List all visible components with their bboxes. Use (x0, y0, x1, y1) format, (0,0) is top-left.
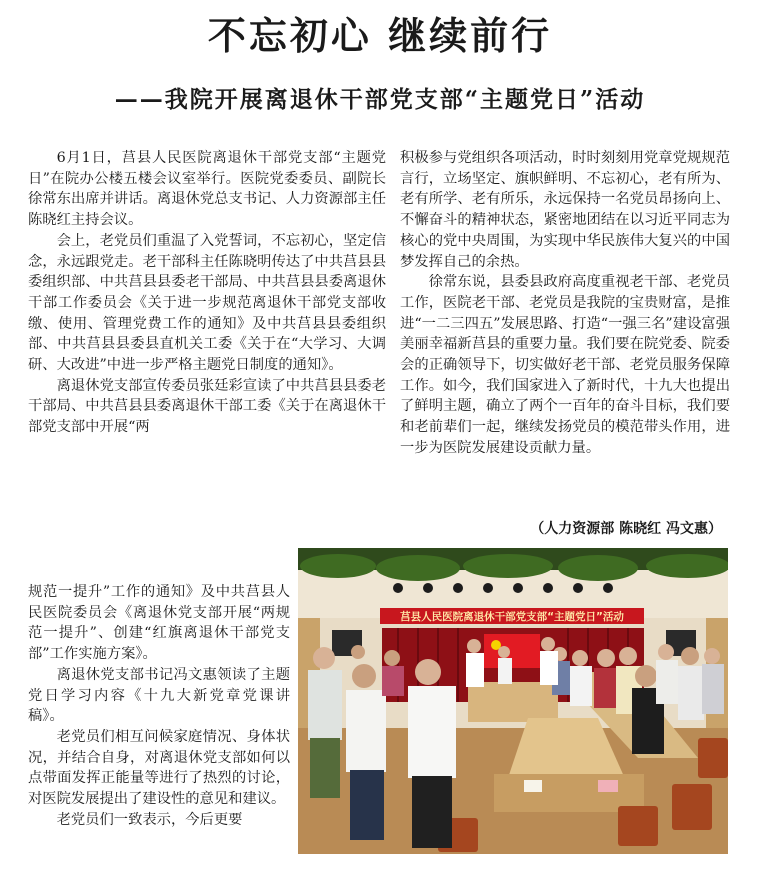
subheadline: ——我院开展离退休干部党支部“主题党日”活动 (114, 86, 646, 113)
byline: （人力资源部 陈晓红 冯文惠） (530, 521, 722, 537)
meeting-photo (298, 548, 728, 854)
paragraph: 离退休党支部宣传委员张廷彩宣读了中共莒县县委老干部局、中共莒县县委离退休干部工委《关于在离退休干部党支部中开展“两 (28, 377, 386, 436)
paragraph: 老党员们相互问候家庭情况、身体状况，并结合自身，对离退休党支部如何以点带面发挥正能量等进行了热烈的讨论，对医院发展提出了建设性的意见和建议。 (28, 728, 290, 808)
headline: 不忘初心 继续前行 (207, 14, 553, 58)
paragraph: 积极参与党组织各项活动，时时刻刻用党章党规规范言行，立场坚定、旗帜鲜明、不忘初心，老有所为、老有所学、老有所乐，永远保持一名党员昂扬向上、不懈奋斗的精神状态，紧密地团结在以习近平同志为核心的党中央周围，为实现中华民族伟大复兴的中国梦发挥自己的余热。 (400, 150, 730, 270)
paragraph: 离退休党支部书记冯文惠领读了主题党日学习内容《十九大新党章党课讲稿》。 (28, 666, 290, 725)
paragraph: 徐常东说，县委县政府高度重视老干部、老党员工作，医院老干部、老党员是我院的宝贵财富，是推进“一二三四五”发展思路、打造“一强三名”建设富强美丽幸福新莒县的重要力量。我们要在院党委、院委会的正确领导下，切实做好老干部、老党员服务保障工作。如今，我们国家进入了新时代，十九大也提出了鲜明主题，确立了两个一百年的奋斗目标，我们要和老前辈们一起，继续发扬党员的模范带头作用，进一步为医院发展建设贡献力量。 (400, 274, 730, 456)
photo-banner-text: 莒县人民医院离退休干部党支部“主题党日”活动 (400, 611, 624, 623)
article-column-1-continued (28, 582, 290, 830)
article-column-2 (400, 148, 730, 459)
paragraph: 会上，老党员们重温了入党誓词，不忘初心，坚定信念，永远跟党走。老干部科主任陈晓明传达了中共莒县县委组织部、中共莒县县委老干部局、中共莒县县委离退休干部工作委员会《关于进一步规范离退休干部党支部收缴、使用、管理党费工作的通知》及中共莒县县委组织部、中共莒县县委县直机关工委《关于在“大学习、大调研、大改进”中进一步严格主题党日制度的通知》。 (28, 232, 386, 374)
paragraph: 6月1日，莒县人民医院离退休干部党支部“主题党日”在院办公楼五楼会议室举行。医院党委委员、副院长徐常东出席并讲话。离退休党总支书记、人力资源部主任陈晓红主持会议。 (28, 150, 386, 229)
paragraph: 规范一提升”工作的通知》及中共莒县人民医院委员会《离退休党支部开展“两规范一提升”、创建“红旗离退休干部党支部”工作实施方案》。 (28, 584, 290, 663)
meeting-photo-illustration (298, 548, 728, 854)
article-column-1 (28, 148, 386, 438)
paragraph: 老党员们一致表示，今后更要 (56, 811, 243, 828)
